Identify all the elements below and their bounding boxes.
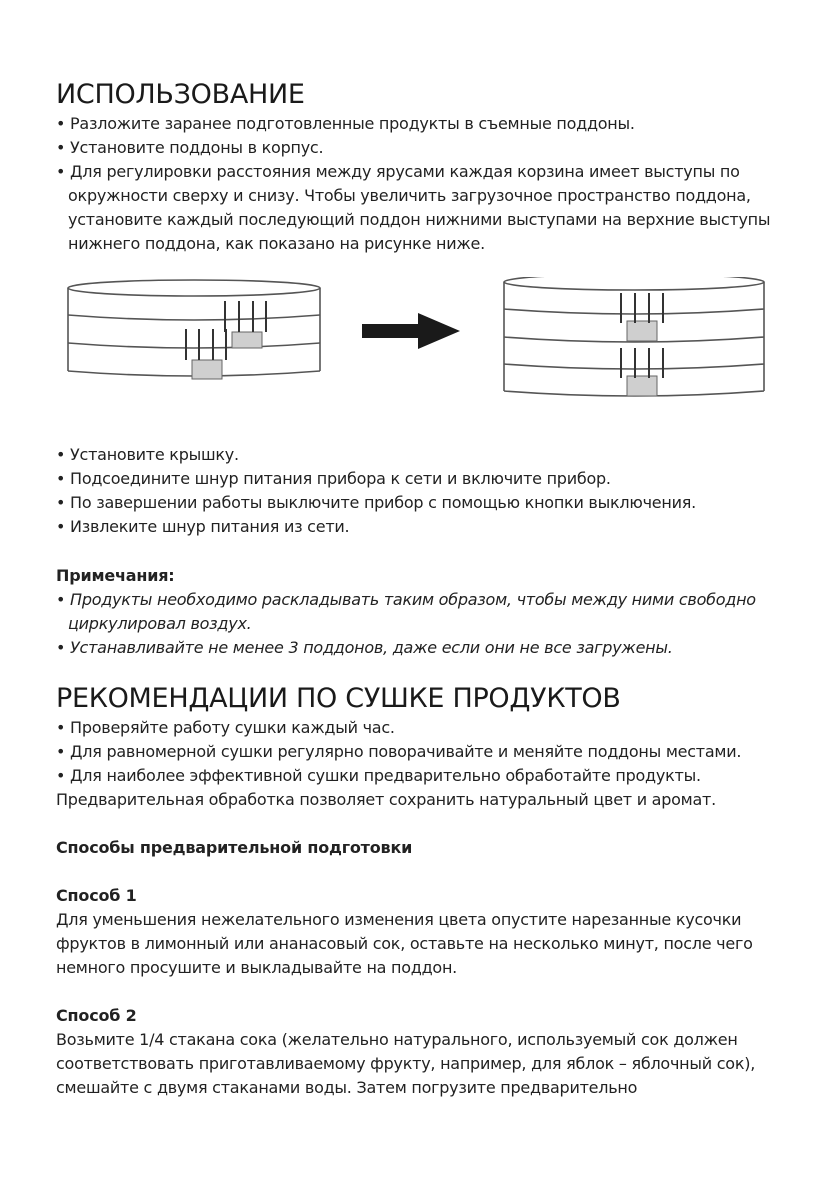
usage-step: • Для регулировки расстояния между ярусами каждая корзина имеет выступы по окружности сверху и снизу. Чтобы увеличить загрузочное пространство поддона, установите каждый последующий поддон нижними выступами на верхние выступы нижнего поддона, как показано на рисунке ниже. [56, 160, 796, 256]
notes-list [56, 588, 796, 660]
usage-heading: ИСПОЛЬЗОВАНИЕ [56, 79, 305, 110]
method2-heading: Способ 2 [56, 1006, 137, 1025]
method2-text: Возьмите 1/4 стакана сока (желательно натурального, используемый сок должен соответствовать приготавливаемому фрукту, например, для яблок – яблочный сок), смешайте с двумя стаканами воды. Затем погрузите предварительно [56, 1030, 756, 1097]
usage-step: • По завершении работы выключите прибор с помощью кнопки выключения. [56, 491, 796, 515]
recommendations-list [56, 716, 796, 788]
recommendation-item: • Для наиболее эффективной сушки предварительно обработайте продукты. [56, 764, 796, 788]
usage-step: • Установите крышку. [56, 443, 796, 467]
manual-page [56, 78, 796, 1100]
usage-step: • Извлеките шнур питания из сети. [56, 515, 796, 539]
left-tray-tabs-illustration [186, 301, 266, 379]
usage-steps-after-list [56, 443, 796, 539]
prep-heading: Способы предварительной подготовки [56, 838, 413, 857]
note-item: • Продукты необходимо раскладывать таким образом, чтобы между ними свободно циркулировал воздух. [56, 588, 796, 636]
recommendations-paragraph: Предварительная обработка позволяет сохранить натуральный цвет и аромат. [56, 790, 716, 809]
notes-heading: Примечания: [56, 566, 175, 585]
recommendation-item: • Проверяйте работу сушки каждый час. [56, 716, 796, 740]
method1-text: Для уменьшения нежелательного изменения цвета опустите нарезанные кусочки фруктов в лимонный или ананасовый сок, оставьте на несколько минут, после чего немного просушите и выкладывайте на поддон. [56, 910, 753, 977]
recommendations-heading: РЕКОМЕНДАЦИИ ПО СУШКЕ ПРОДУКТОВ [56, 683, 621, 714]
note-item: • Устанавливайте не менее 3 поддонов, даже если они не все загружены. [56, 636, 796, 660]
tray-stacking-figure [56, 277, 796, 443]
method1-heading: Способ 1 [56, 886, 137, 905]
usage-step: • Разложите заранее подготовленные продукты в съемные поддоны. [56, 112, 796, 136]
usage-steps-list [56, 112, 796, 256]
right-tray-tabs-illustration [621, 293, 663, 396]
right-arrow-icon [362, 313, 460, 349]
usage-step: • Установите поддоны в корпус. [56, 136, 796, 160]
usage-step: • Подсоедините шнур питания прибора к сети и включите прибор. [56, 467, 796, 491]
tray-stacking-illustration [56, 277, 796, 443]
recommendation-item: • Для равномерной сушки регулярно поворачивайте и меняйте поддоны местами. [56, 740, 796, 764]
